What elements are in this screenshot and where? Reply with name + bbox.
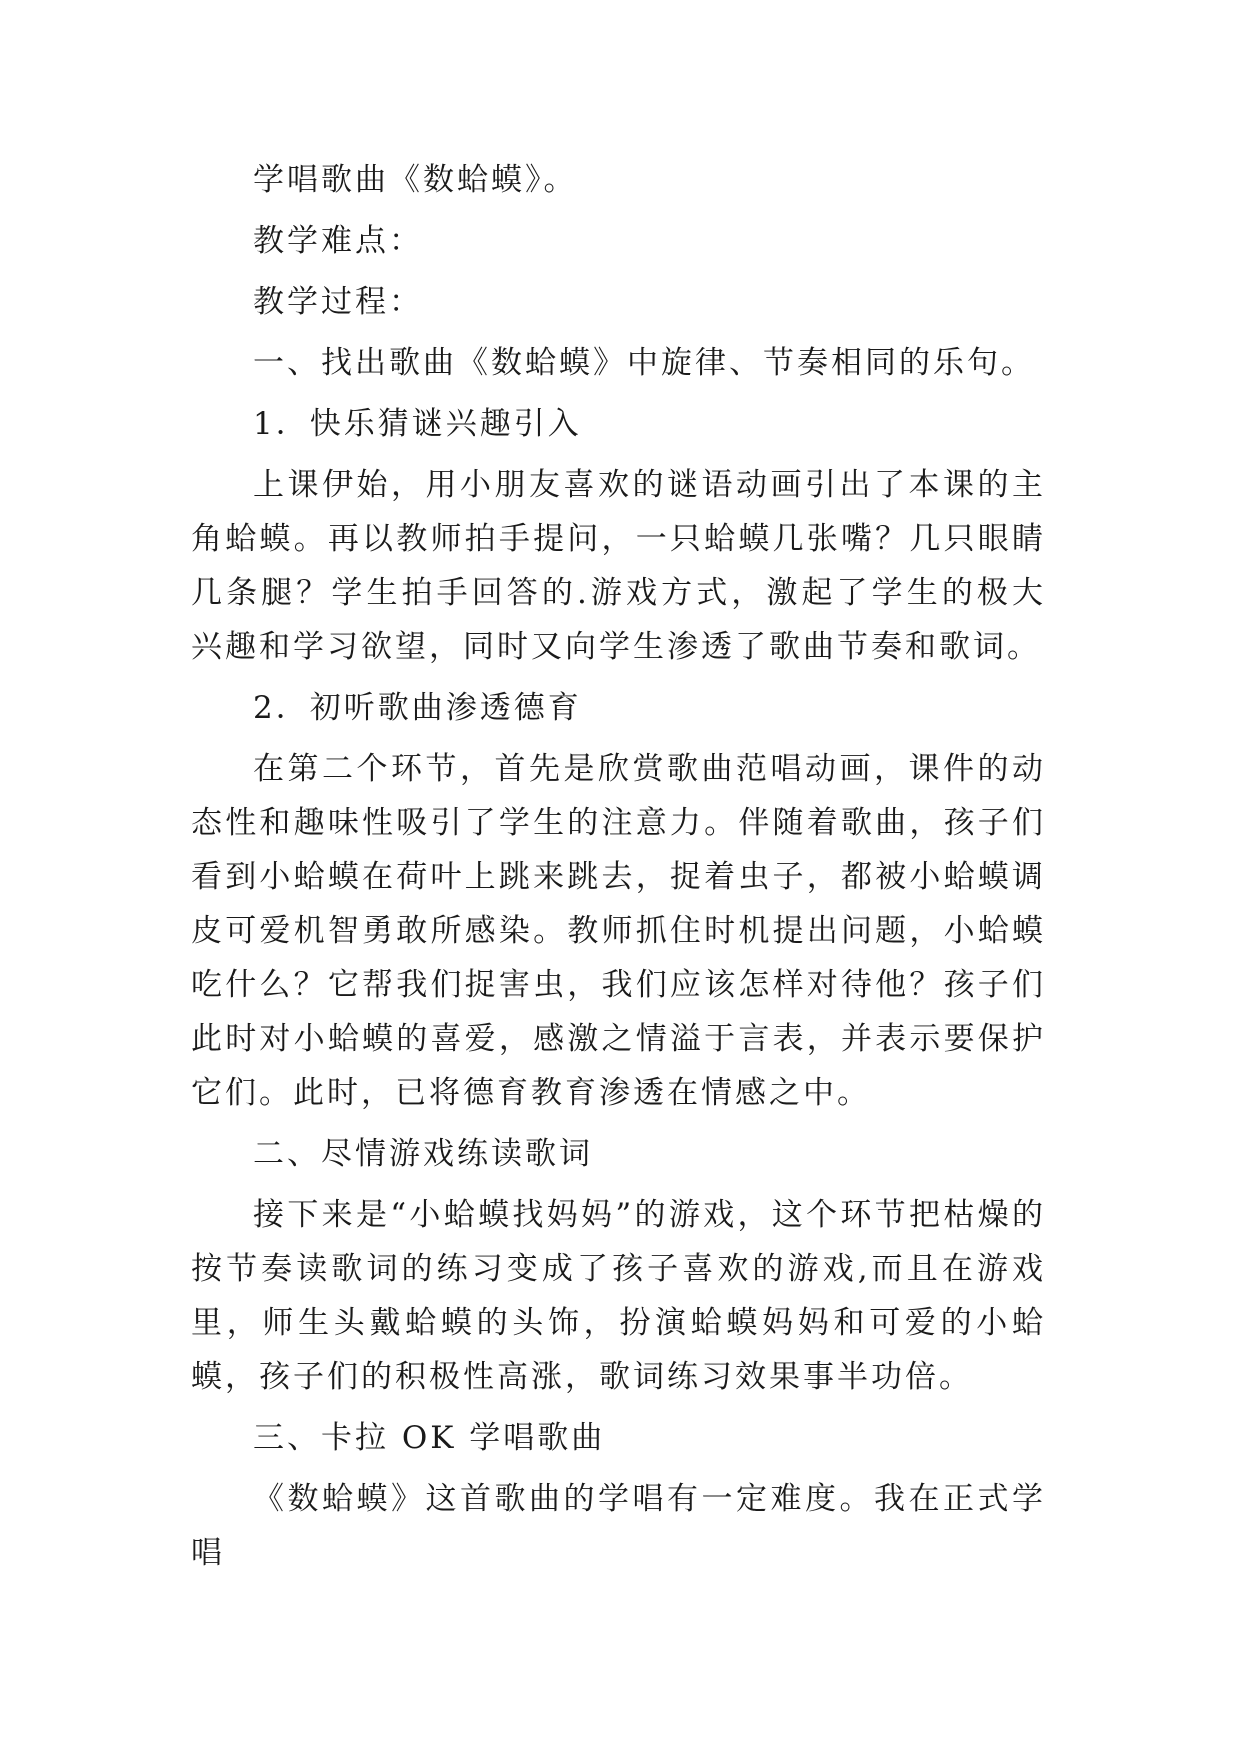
- section-heading-2: 二、尽情游戏练读歌词: [253, 1136, 593, 1172]
- subheading-1: 1．快乐猜谜兴趣引入: [253, 406, 582, 442]
- section-heading-1: 一、找出歌曲《数蛤蟆》中旋律、节奏相同的乐句。: [253, 345, 1035, 381]
- paragraph-moral-education: 在第二个环节，首先是欣赏歌曲范唱动画，课件的动态性和趣味性吸引了学生的注意力。伴随着歌曲，孩子们看到小蛤蟆在荷叶上跳来跳去，捉着虫子，都被小蛤蟆调皮可爱机智勇敢所感染。教师抓住时机提出问题，小蛤蟆吃什么？它帮我们捉害虫，我们应该怎样对待他？孩子们此时对小蛤蟆的喜爱，感激之情溢于言表，并表示要保护它们。此时，已将德育教育渗透在情感之中。: [191, 751, 1046, 1111]
- subheading-2: 2．初听歌曲渗透德育: [253, 690, 582, 726]
- paragraph-karaoke: 《数蛤蟆》这首歌曲的学唱有一定难度。我在正式学唱: [191, 1481, 1046, 1571]
- paragraph-teaching-difficulty: 教学难点：: [253, 223, 423, 259]
- paragraph-game: 接下来是“小蛤蟆找妈妈”的游戏，这个环节把枯燥的按节奏读歌词的练习变成了孩子喜欢的游戏,而且在游戏里，师生头戴蛤蟆的头饰，扮演蛤蟆妈妈和可爱的小蛤蟆，孩子们的积极性高涨，歌词练习效果事半功倍。: [191, 1197, 1046, 1395]
- paragraph-teaching-process: 教学过程：: [253, 284, 423, 320]
- section-heading-3: 三、卡拉 OK 学唱歌曲: [253, 1420, 606, 1456]
- paragraph-riddle-intro: 上课伊始，用小朋友喜欢的谜语动画引出了本课的主角蛤蟆。再以教师拍手提问，一只蛤蟆几张嘴？几只眼睛几条腿？学生拍手回答的.游戏方式，激起了学生的极大兴趣和学习欲望，同时又向学生渗透了歌曲节奏和歌词。: [191, 467, 1046, 665]
- document-body: [191, 153, 1046, 1580]
- paragraph-learn-song: 学唱歌曲《数蛤蟆》。: [253, 162, 578, 198]
